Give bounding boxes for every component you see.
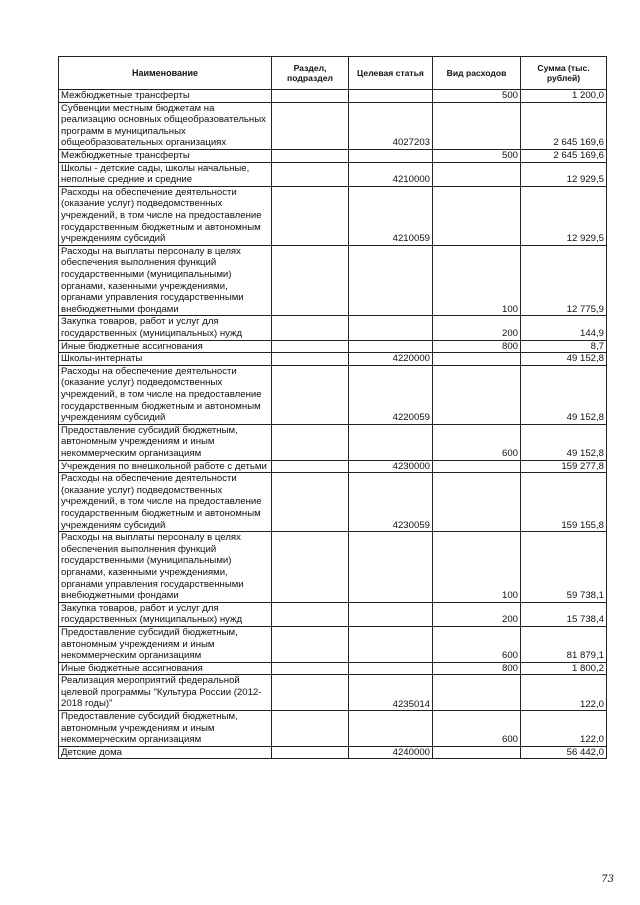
row-razdel xyxy=(272,711,349,747)
table-row xyxy=(59,162,607,186)
row-sum: 49 152,8 xyxy=(521,353,607,366)
row-name: Школы - детские сады, школы начальные, неполные средние и средние xyxy=(59,162,272,186)
row-target-code: 4210000 xyxy=(349,162,433,186)
row-vid xyxy=(433,162,521,186)
row-name: Предоставление субсидий бюджетным, автономным учреждениям и иным некоммерческим организациям xyxy=(59,711,272,747)
row-razdel xyxy=(272,473,349,532)
row-razdel xyxy=(272,340,349,353)
row-razdel xyxy=(272,353,349,366)
table-row xyxy=(59,675,607,711)
row-target-code: 4220059 xyxy=(349,365,433,424)
row-target-code xyxy=(349,316,433,340)
row-target-code: 4235014 xyxy=(349,675,433,711)
row-vid: 100 xyxy=(433,532,521,603)
row-razdel xyxy=(272,245,349,316)
row-vid: 100 xyxy=(433,245,521,316)
table-row xyxy=(59,186,607,245)
table-row xyxy=(59,746,607,759)
row-razdel xyxy=(272,186,349,245)
row-razdel xyxy=(272,365,349,424)
row-vid: 600 xyxy=(433,626,521,662)
row-target-code: 4027203 xyxy=(349,102,433,149)
row-vid: 800 xyxy=(433,662,521,675)
row-name: Межбюджетные трансферты xyxy=(59,149,272,162)
row-vid xyxy=(433,186,521,245)
page-number: 73 xyxy=(601,874,614,885)
row-sum: 1 200,0 xyxy=(521,90,607,103)
row-sum: 81 879,1 xyxy=(521,626,607,662)
row-vid xyxy=(433,365,521,424)
row-name: Предоставление субсидий бюджетным, автономным учреждениям и иным некоммерческим организациям xyxy=(59,424,272,460)
row-sum: 49 152,8 xyxy=(521,365,607,424)
row-name: Расходы на обеспечение деятельности (оказание услуг) подведомственных учреждений, в том числе на предоставление государственным бюджетным и автономным учреждениям субсидий xyxy=(59,365,272,424)
row-sum: 122,0 xyxy=(521,675,607,711)
row-sum: 159 277,8 xyxy=(521,460,607,473)
row-razdel xyxy=(272,675,349,711)
row-name: Школы-интернаты xyxy=(59,353,272,366)
table-row xyxy=(59,662,607,675)
row-vid: 200 xyxy=(433,316,521,340)
row-target-code: 4230059 xyxy=(349,473,433,532)
row-name: Субвенции местным бюджетам на реализацию основных общеобразовательных программ в муниципальных общеобразовательных организациях xyxy=(59,102,272,149)
row-razdel xyxy=(272,162,349,186)
row-target-code: 4210059 xyxy=(349,186,433,245)
table-row xyxy=(59,460,607,473)
row-name: Учреждения по внешкольной работе с детьми xyxy=(59,460,272,473)
row-name: Расходы на обеспечение деятельности (оказание услуг) подведомственных учреждений, в том числе на предоставление государственным бюджетным и автономным учреждениям субсидий xyxy=(59,186,272,245)
row-name: Иные бюджетные ассигнования xyxy=(59,662,272,675)
row-name: Расходы на выплаты персоналу в целях обеспечения выполнения функций государственными (муниципальными) органами, казенными учреждениями, органами управления государственными внебюджетными фондами xyxy=(59,532,272,603)
header-name: Наименование xyxy=(59,57,272,90)
row-vid xyxy=(433,102,521,149)
row-razdel xyxy=(272,532,349,603)
row-sum: 2 645 169,6 xyxy=(521,149,607,162)
row-sum: 49 152,8 xyxy=(521,424,607,460)
row-name: Закупка товаров, работ и услуг для государственных (муниципальных) нужд xyxy=(59,602,272,626)
row-sum: 159 155,8 xyxy=(521,473,607,532)
row-target-code xyxy=(349,626,433,662)
row-target-code xyxy=(349,149,433,162)
row-vid: 500 xyxy=(433,90,521,103)
row-target-code xyxy=(349,711,433,747)
row-target-code: 4240000 xyxy=(349,746,433,759)
row-sum: 1 800,2 xyxy=(521,662,607,675)
table-row xyxy=(59,626,607,662)
row-target-code xyxy=(349,424,433,460)
row-target-code xyxy=(349,245,433,316)
row-vid: 800 xyxy=(433,340,521,353)
header-razdel: Раздел, подраздел xyxy=(272,57,349,90)
table-row xyxy=(59,102,607,149)
row-name: Иные бюджетные ассигнования xyxy=(59,340,272,353)
row-sum: 122,0 xyxy=(521,711,607,747)
row-razdel xyxy=(272,316,349,340)
table-row xyxy=(59,149,607,162)
row-razdel xyxy=(272,102,349,149)
row-name: Детские дома xyxy=(59,746,272,759)
table-row xyxy=(59,602,607,626)
row-name: Закупка товаров, работ и услуг для государственных (муниципальных) нужд xyxy=(59,316,272,340)
row-razdel xyxy=(272,746,349,759)
table-row xyxy=(59,532,607,603)
header-vid: Вид расходов xyxy=(433,57,521,90)
row-target-code xyxy=(349,532,433,603)
row-vid: 200 xyxy=(433,602,521,626)
table-row xyxy=(59,245,607,316)
budget-table xyxy=(58,56,607,759)
table-row xyxy=(59,424,607,460)
row-sum: 59 738,1 xyxy=(521,532,607,603)
row-vid xyxy=(433,675,521,711)
row-sum: 56 442,0 xyxy=(521,746,607,759)
row-sum: 12 929,5 xyxy=(521,186,607,245)
table-row xyxy=(59,711,607,747)
row-razdel xyxy=(272,662,349,675)
row-razdel xyxy=(272,90,349,103)
row-name: Расходы на выплаты персоналу в целях обеспечения выполнения функций государственными (муниципальными) органами, казенными учреждениями, органами управления государственными внебюджетными фондами xyxy=(59,245,272,316)
row-sum: 12 929,5 xyxy=(521,162,607,186)
row-vid xyxy=(433,473,521,532)
row-vid xyxy=(433,460,521,473)
row-target-code: 4230000 xyxy=(349,460,433,473)
row-sum: 15 738,4 xyxy=(521,602,607,626)
row-target-code xyxy=(349,340,433,353)
row-name: Межбюджетные трансферты xyxy=(59,90,272,103)
table-row xyxy=(59,353,607,366)
row-razdel xyxy=(272,424,349,460)
table-row xyxy=(59,340,607,353)
table-body xyxy=(59,90,607,759)
row-target-code xyxy=(349,602,433,626)
row-razdel xyxy=(272,626,349,662)
table-row xyxy=(59,316,607,340)
row-razdel xyxy=(272,602,349,626)
row-target-code xyxy=(349,90,433,103)
row-target-code xyxy=(349,662,433,675)
row-name: Реализация мероприятий федеральной целевой программы "Культура России (2012-2018 годы)" xyxy=(59,675,272,711)
row-vid: 600 xyxy=(433,711,521,747)
row-sum: 12 775,9 xyxy=(521,245,607,316)
table-row xyxy=(59,473,607,532)
row-vid xyxy=(433,746,521,759)
header-sum: Сумма (тыс. рублей) xyxy=(521,57,607,90)
row-sum: 2 645 169,6 xyxy=(521,102,607,149)
header-target: Целевая статья xyxy=(349,57,433,90)
row-name: Предоставление субсидий бюджетным, автономным учреждениям и иным некоммерческим организациям xyxy=(59,626,272,662)
row-razdel xyxy=(272,460,349,473)
table-row xyxy=(59,90,607,103)
row-vid xyxy=(433,353,521,366)
row-sum: 144,9 xyxy=(521,316,607,340)
row-vid: 600 xyxy=(433,424,521,460)
header-row xyxy=(59,57,607,90)
row-razdel xyxy=(272,149,349,162)
table-row xyxy=(59,365,607,424)
row-name: Расходы на обеспечение деятельности (оказание услуг) подведомственных учреждений, в том числе на предоставление государственным бюджетным и автономным учреждениям субсидий xyxy=(59,473,272,532)
row-target-code: 4220000 xyxy=(349,353,433,366)
row-sum: 8,7 xyxy=(521,340,607,353)
row-vid: 500 xyxy=(433,149,521,162)
